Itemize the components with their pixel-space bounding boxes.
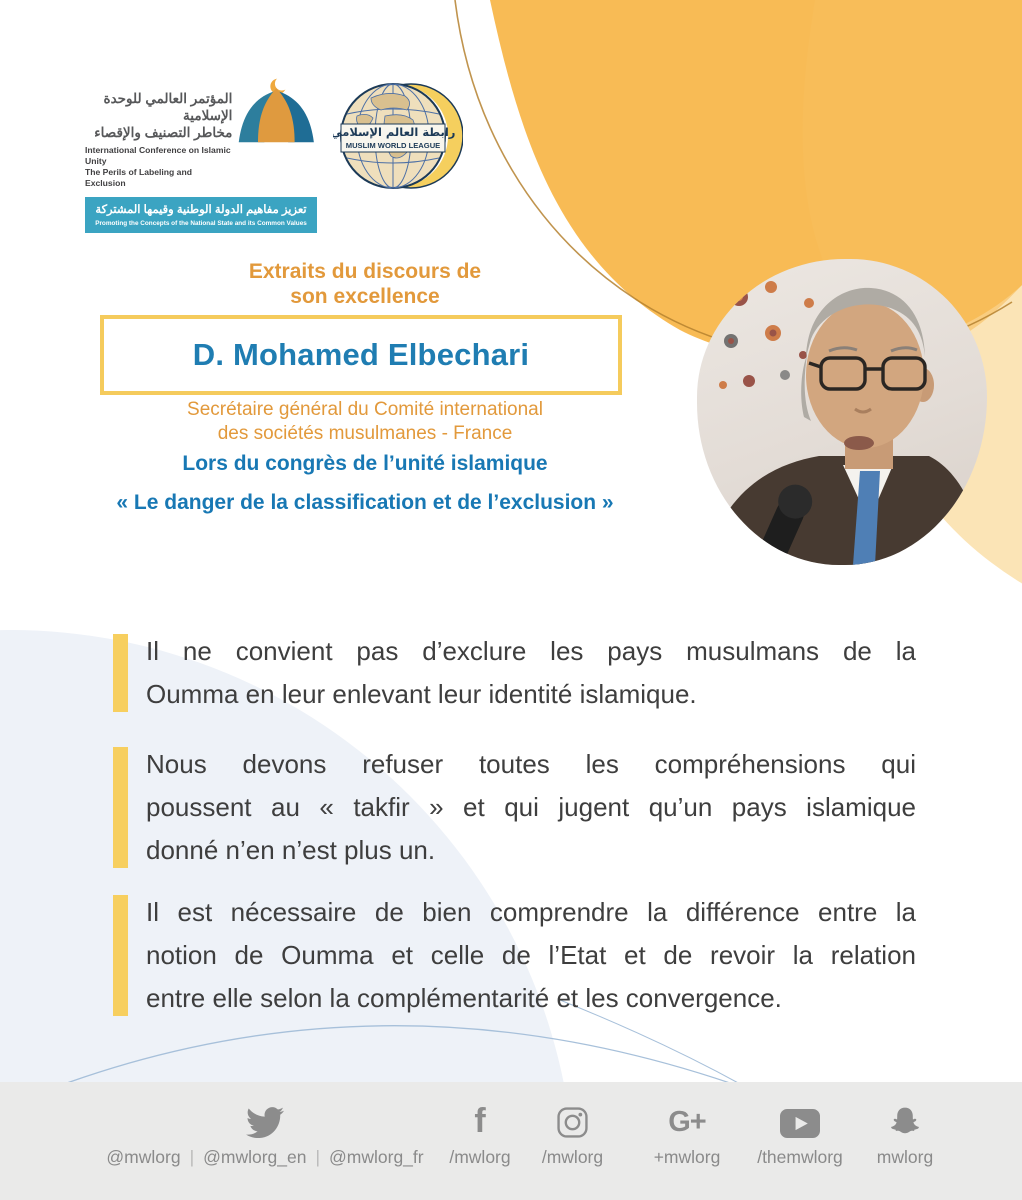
snapchat-icon xyxy=(889,1098,921,1138)
conference-banner: تعزيز مفاهيم الدولة الوطنية وقيمها المشتركة Promoting the Concepts of the National State and its Common Values xyxy=(85,197,317,233)
mwl-english-text: MUSLIM WORLD LEAGUE xyxy=(345,141,441,150)
quote-3-bar xyxy=(113,895,128,1016)
instagram-handle: /mwlorg xyxy=(541,1147,604,1167)
mwl-arabic-text: رابطة العالم الإسلامي xyxy=(333,125,456,139)
speaker-name-box xyxy=(100,315,622,395)
quote-2-bar xyxy=(113,747,128,868)
twitter-icon xyxy=(246,1098,284,1138)
instagram-icon xyxy=(557,1098,588,1138)
snapchat-group xyxy=(857,1098,953,1168)
googleplus-handle: +mwlorg xyxy=(653,1147,721,1167)
facebook-handle: /mwlorg xyxy=(449,1147,511,1167)
googleplus-icon: G+ xyxy=(668,1106,706,1138)
twitter-handles: @mwlorg | @mwlorg_en | @mwlorg_fr xyxy=(106,1147,424,1167)
snapchat-handle: mwlorg xyxy=(876,1147,934,1167)
event-line1: Lors du congrès de l’unité islamique xyxy=(182,452,548,475)
kicker xyxy=(100,259,630,309)
facebook-group xyxy=(440,1098,520,1168)
instagram-group xyxy=(525,1098,620,1168)
social-footer xyxy=(0,1082,1022,1200)
quote-3: Il est nécessaire de bien comprendre la différence entre la notion de Oumma et celle de l’Etat et de revoir la relation entre elle selon la complémentarité et les convergence. xyxy=(113,891,921,1020)
facebook-icon: f xyxy=(474,1102,486,1140)
mwl-globe-icon xyxy=(333,76,463,196)
mwl-logo xyxy=(333,76,463,201)
conference-name-arabic: المؤتمر العالمي للوحدة الإسلامية مخاطر التصنيف والإقصاء xyxy=(94,91,233,140)
conference-emblem-icon xyxy=(236,76,317,148)
conference-name-english: International Conference on Islamic Unity The Perils of Labeling and Exclusion xyxy=(85,145,231,188)
youtube-handle: /themwlorg xyxy=(757,1147,843,1167)
twitter-group xyxy=(90,1098,440,1168)
quote-2: Nous devons refuser toutes les compréhensions qui poussent au « takfir » et qui jugent qu’un pays islamique donné n’en n’est plus un. xyxy=(113,743,921,872)
speaker-title: Secrétaire général du Comité international des sociétés musulmanes - France xyxy=(187,399,543,444)
speaker-name: D. Mohamed Elbechari xyxy=(192,337,530,372)
event-title xyxy=(70,452,660,515)
youtube-group xyxy=(744,1098,856,1168)
quote-1: Il ne convient pas d’exclure les pays musulmans de la Oumma en leur enlevant leur identité islamique. xyxy=(113,630,921,716)
googleplus-group xyxy=(637,1098,737,1168)
kicker-line2: son excellence xyxy=(290,285,440,308)
youtube-icon xyxy=(780,1098,820,1138)
kicker-line1: Extraits du discours de xyxy=(248,260,482,283)
quote-1-bar xyxy=(113,634,128,712)
event-line2: « Le danger de la classification et de l’exclusion » xyxy=(116,491,614,514)
conference-logo xyxy=(85,76,317,233)
